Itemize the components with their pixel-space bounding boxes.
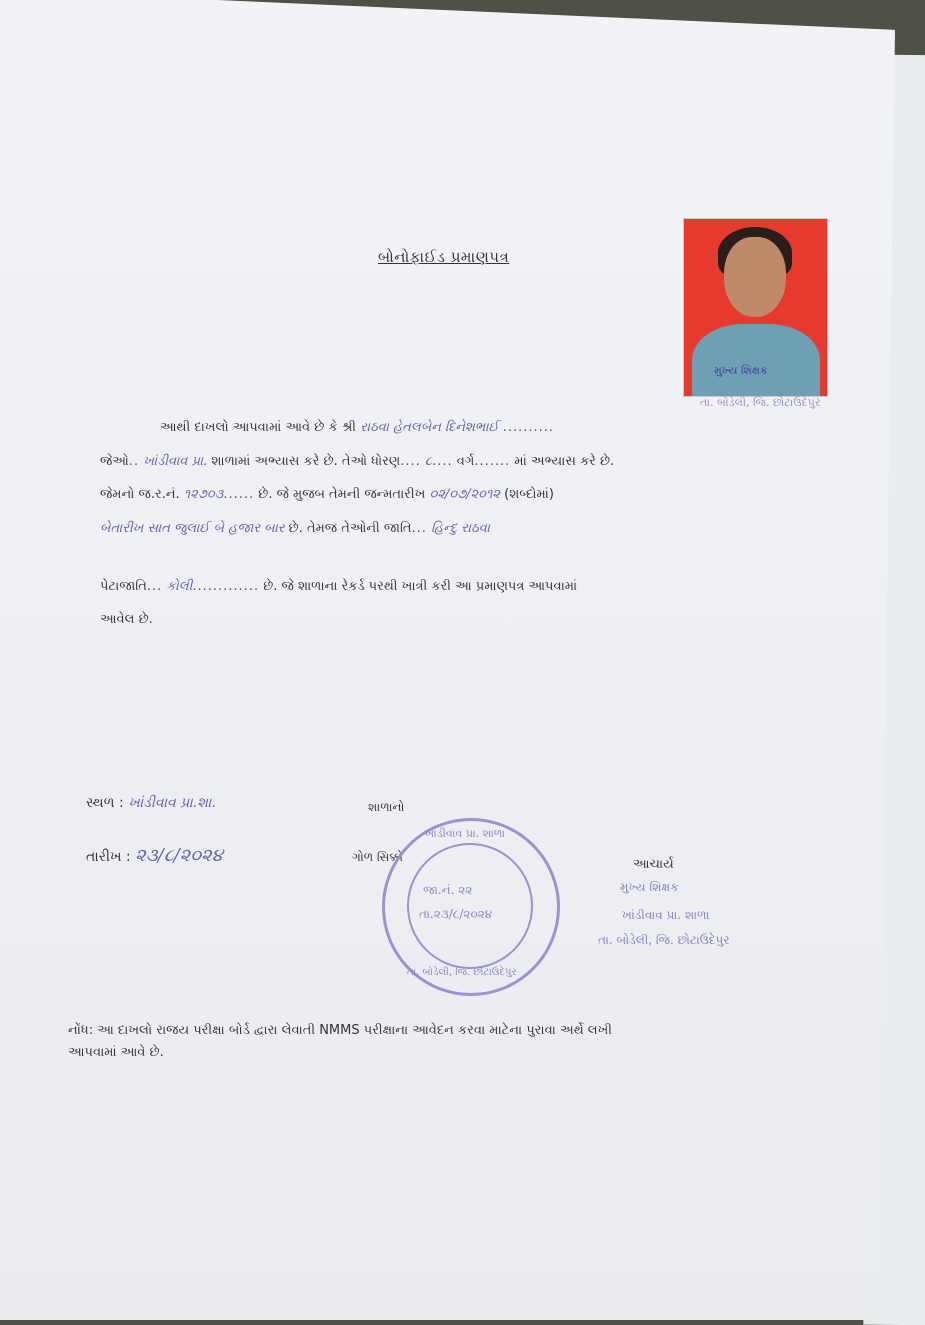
line1-prefix: આથી દાખલો આપવામાં આવે છે કે શ્રી bbox=[160, 420, 357, 435]
certificate-note bbox=[68, 1020, 768, 1064]
place-label: સ્થળ : bbox=[86, 795, 124, 811]
certificate-line-5: પેટાજાતિ... કોલી............. છે. જે શાળાના રેકર્ડ પરથી ખાત્રી કરી આ પ્રમાણપત્ર આપવામાં bbox=[100, 579, 578, 594]
school-stamp-label: શાળાનો bbox=[368, 800, 405, 814]
stamp-bottom-text: તા. બોડેલી, જિ. છોટાઉદેપુર bbox=[407, 967, 517, 978]
dotted-fill: .......... bbox=[502, 420, 555, 435]
photo-face bbox=[724, 237, 786, 317]
class-label: વર્ગ bbox=[456, 454, 475, 469]
certificate-line-2: જેઓ.. ખાંડીવાવ પ્રા. શાળામાં અભ્યાસ કરે છે. તેઓ ધોરણ.... ૮.... વર્ગ....... માં અભ્યાસ કરે છે. bbox=[100, 454, 615, 469]
student-photo bbox=[683, 218, 828, 397]
certificate-title: બોનોફાઈડ પ્રમાણપત્ર bbox=[378, 248, 510, 266]
line2-prefix: જેઓ bbox=[100, 454, 129, 469]
place-row bbox=[86, 795, 216, 811]
birth-date: ૦૨/૦૭/૨૦૧૨ bbox=[429, 487, 500, 502]
place-value: ખાંડીવાવ પ્રા.શા. bbox=[128, 795, 216, 811]
principal-title: આચાર્ય bbox=[633, 857, 674, 872]
photo-body bbox=[692, 324, 820, 397]
round-stamp-label: ગોળ સિક્કો bbox=[352, 850, 403, 864]
certificate-line-4: બેતારીખ સાત જુલાઈ બે હજાર બાર છે. તેમજ તેઓની જાતિ... હિન્દુ રાઠવા bbox=[100, 521, 490, 536]
caste: હિન્દુ રાઠવા bbox=[431, 521, 490, 536]
line3-mid: છે. જે મુજબ તેમની જન્મતારીખ bbox=[258, 487, 426, 502]
line5-prefix: પેટાજાતિ bbox=[100, 579, 147, 594]
photo-stamp-text: તા. બોડેલી, જિ. છોટાઉદેપુર bbox=[700, 396, 821, 409]
photo-signature: મુખ્ય શિક્ષક bbox=[714, 364, 768, 377]
principal-stamp-line2: ખાંડીવાવ પ્રા. શાળા bbox=[622, 908, 710, 922]
stamp-date: તા.૨૩/૮/૨૦૨૪ bbox=[419, 907, 493, 921]
school-round-stamp bbox=[382, 818, 560, 996]
date-row bbox=[86, 845, 223, 866]
date-value: ૨૩/૮/૨૦૨૪ bbox=[135, 845, 223, 866]
line2-mid: શાળામાં અભ્યાસ કરે છે. તેઓ ધોરણ bbox=[211, 454, 401, 469]
stamp-inner-ring bbox=[407, 843, 533, 969]
stamp-number: જા.નં. ૨૨ bbox=[423, 883, 473, 897]
school-name: ખાંડીવાવ પ્રા. bbox=[143, 454, 208, 469]
note-line-2: આપવામાં આવે છે. bbox=[68, 1045, 164, 1060]
certificate-line-1 bbox=[160, 420, 554, 435]
principal-stamp-line3: તા. બોડેલી, જિ. છોટાઉદેપુર bbox=[598, 933, 730, 947]
line5-suffix: છે. જે શાળાના રેકર્ડ પરથી ખાત્રી કરી આ પ્રમાણપત્ર આપવામાં bbox=[263, 579, 578, 594]
standard: ૮ bbox=[424, 454, 433, 469]
subcaste: કોલી bbox=[166, 579, 193, 594]
line3-suffix: (શબ્દોમાં) bbox=[504, 487, 554, 502]
register-number: ૧૨૭૦૩ bbox=[183, 487, 224, 502]
note-line-1: નોંધ: આ દાખલો રાજય પરીક્ષા બોર્ડ દ્વારા લેવાતી NMMS પરીક્ષાના આવેદન કરવા માટેના પુરાવા અર્થે લખી bbox=[68, 1023, 613, 1038]
line3-prefix: જેમનો જ.ર.નં. bbox=[100, 487, 180, 502]
certificate-line-6: આવેલ છે. bbox=[100, 612, 153, 627]
line4-mid: છે. તેમજ તેઓની જાતિ bbox=[288, 521, 412, 536]
stamp-top-text: ખાંડીવાવ પ્રા. શાળા bbox=[425, 827, 506, 840]
birth-date-words: બેતારીખ સાત જુલાઈ બે હજાર બાર bbox=[100, 521, 285, 536]
student-name: રાઠવા હેતલબેન દિનેશભાઈ bbox=[360, 420, 499, 435]
date-label: તારીખ : bbox=[86, 849, 131, 865]
certificate-line-3: જેમનો જ.ર.નં. ૧૨૭૦૩...... છે. જે મુજબ તેમની જન્મતારીખ ૦૨/૦૭/૨૦૧૨ (શબ્દોમાં) bbox=[100, 487, 554, 502]
line2-suffix: માં અભ્યાસ કરે છે. bbox=[514, 454, 615, 469]
principal-stamp-line1: મુખ્ય શિક્ષક bbox=[620, 880, 679, 894]
